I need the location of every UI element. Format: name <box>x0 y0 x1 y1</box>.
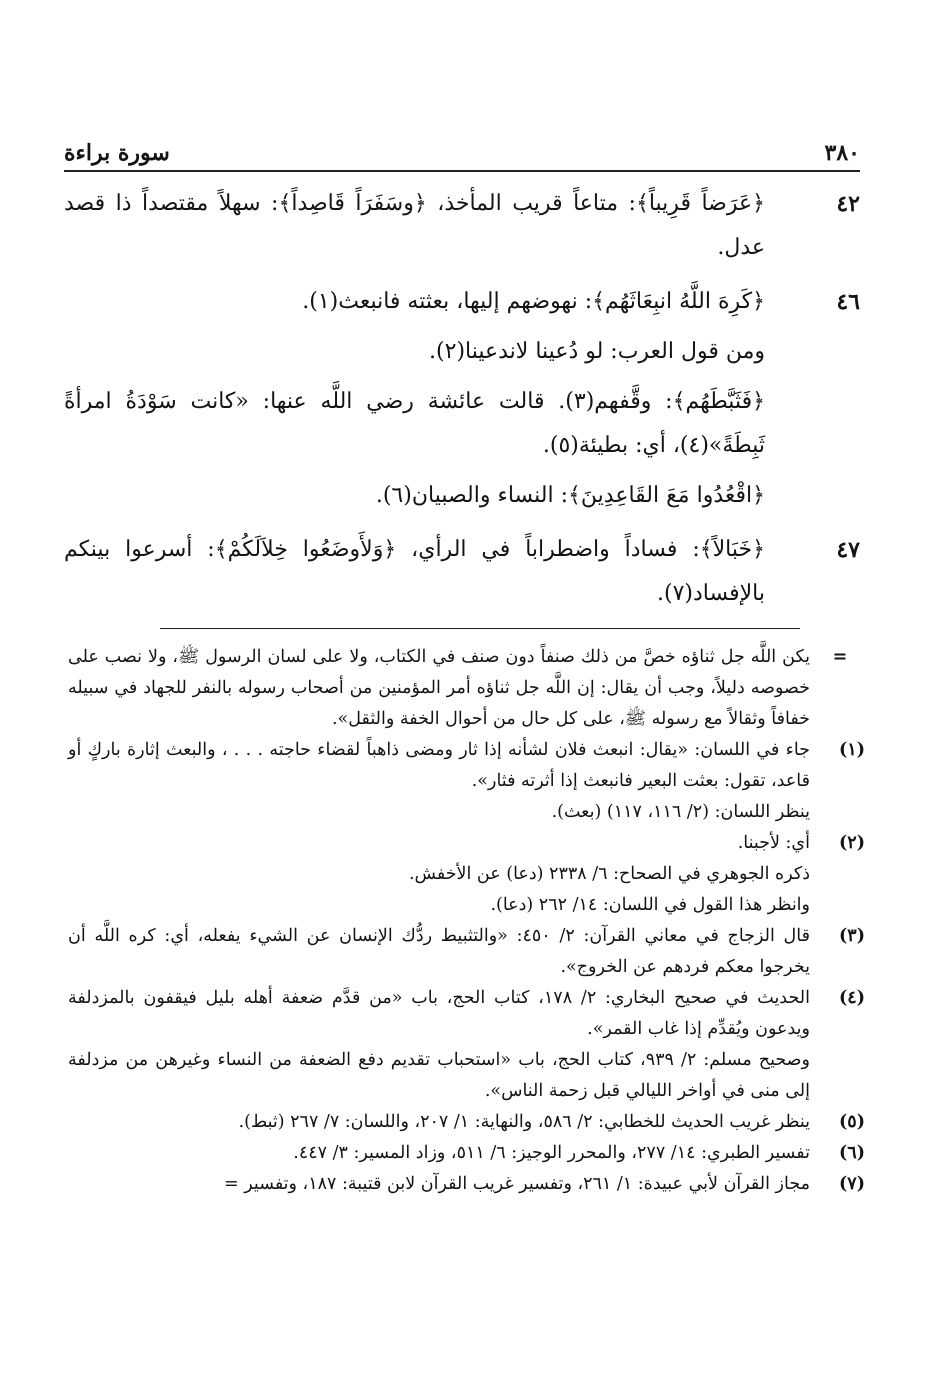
verse-number: ٤٧ <box>836 537 860 563</box>
footnote-number: (٧) <box>839 1174 865 1194</box>
footnote <box>68 1107 865 1138</box>
surah-title: سورة براءة <box>64 140 170 166</box>
verse-text: ﴿فَثَبَّطَهُم﴾: وقَّفهم(٣). قالت عائشة رضي اللَّه عنها: «كانت سَوْدَةُ امرأةً ثَبِطَةً»(٤)، أي: بطيئة(٥). <box>64 389 765 458</box>
verse-text: ومن قول العرب: لو دُعينا لاندعينا(٢). <box>429 339 765 364</box>
footnote <box>68 1138 865 1169</box>
footnote-text: مجاز القرآن لأبي عبيدة: ١/ ٢٦١، وتفسير غريب القرآن لابن قتيبة: ١٨٧، وتفسير = <box>224 1174 810 1194</box>
footnote-number: (٥) <box>839 1112 865 1132</box>
footnote <box>68 1169 865 1200</box>
verse-commentary <box>64 182 860 626</box>
verse-text: ﴿اقْعُدُوا مَعَ القَاعِدِينَ﴾: النساء والصبيان(٦). <box>375 483 765 508</box>
footnote-text: أي: لأجبنا. <box>737 833 810 853</box>
verse-entry <box>64 280 860 518</box>
verse-text: ﴿خَبَالاً﴾: فساداً واضطراباً في الرأي، ﴿وَلأَوضَعُوا خِلاَلَكُمْ﴾: أسرعوا بينكم بالإفساد(٧). <box>64 537 765 606</box>
footnote <box>68 921 865 983</box>
footnote <box>68 735 865 828</box>
footnote-number: (٤) <box>839 988 865 1008</box>
footnote-number: = <box>832 647 848 667</box>
footnote-number: (١) <box>839 740 865 760</box>
footnote-separator <box>160 628 800 629</box>
footnote-text: ينظر غريب الحديث للخطابي: ٢/ ٥٨٦، والنهاية: ١/ ٢٠٧، واللسان: ٧/ ٢٦٧ (ثبط). <box>238 1112 810 1132</box>
footnote-number: (٦) <box>839 1143 865 1163</box>
verse-number: ٤٦ <box>836 289 860 315</box>
verse-number: ٤٢ <box>836 191 860 217</box>
verse-entry <box>64 528 860 616</box>
verse-text: ﴿عَرَضاً قَرِيباً﴾: متاعاً قريب المأخذ، ﴿وسَفَرَاً قَاصِداً﴾: سهلاً مقتصداً ذا قصد عدل. <box>64 191 765 260</box>
footnote <box>68 828 865 921</box>
footnote-number: (٣) <box>839 926 865 946</box>
footnote-text: ينظر اللسان: (٢/ ١١٦، ١١٧) (بعث). <box>551 802 810 822</box>
page-header <box>64 138 860 172</box>
footnote-text: ذكره الجوهري في الصحاح: ٦/ ٢٣٣٨ (دعا) عن الأخفش. <box>408 864 810 884</box>
footnote-text: الحديث في صحيح البخاري: ٢/ ١٧٨، كتاب الحج، باب «من قدَّم ضعفة أهله بليل فيقفون بالمزدلفة ويدعون ويُقدِّم إذا غاب القمر». <box>68 988 810 1039</box>
verse-entry <box>64 182 860 270</box>
page-number: ٣٨٠ <box>824 140 860 166</box>
footnotes <box>68 642 865 1200</box>
footnote-text: تفسير الطبري: ١٤/ ٢٧٧، والمحرر الوجيز: ٦/ ٥١١، وزاد المسير: ٣/ ٤٤٧. <box>293 1143 810 1163</box>
footnote-text: وانظر هذا القول في اللسان: ١٤/ ٢٦٢ (دعا). <box>490 895 810 915</box>
footnote-text: وصحيح مسلم: ٢/ ٩٣٩، كتاب الحج، باب «استحباب تقديم دفع الضعفة من النساء وغيرهن من مزدلفة إلى منى في أواخر الليالي قبل زحمة الناس». <box>68 1050 810 1101</box>
footnote <box>68 983 865 1107</box>
footnote <box>68 642 848 735</box>
footnote-text: قال الزجاج في معاني القرآن: ٢/ ٤٥٠: «والتثبيط ردُّك الإنسان عن الشيء يفعله، أي: كره اللَّه أن يخرجوا معكم فردهم عن الخروج». <box>68 926 810 977</box>
footnote-number: (٢) <box>839 833 865 853</box>
footnote-text: جاء في اللسان: «يقال: انبعث فلان لشأنه إذا ثار ومضى ذاهباً لقضاء حاجته . . . ، والبعث إثارة باركٍ أو قاعد، تقول: بعثت البعير فانبعث إذا أثرته فثار». <box>68 740 810 791</box>
verse-text: ﴿كَرِهَ اللَّهُ انبِعَاثَهُم﴾: نهوضهم إليها، بعثته فانبعث(١). <box>302 289 765 314</box>
footnote-text: يكن اللَّه جل ثناؤه خصَّ من ذلك صنفاً دون صنف في الكتاب، ولا على لسان الرسول ﷺ، ولا نصب على خصوصه دليلاً، وجب أن يقال: إن اللَّه جل ثناؤه أمر المؤمنين من أصحاب رسوله بالنفر للجهاد في سبيله خفافاً وثقالاً مع رسوله ﷺ، على كل حال من أحوال الخفة والثقل». <box>68 647 810 729</box>
